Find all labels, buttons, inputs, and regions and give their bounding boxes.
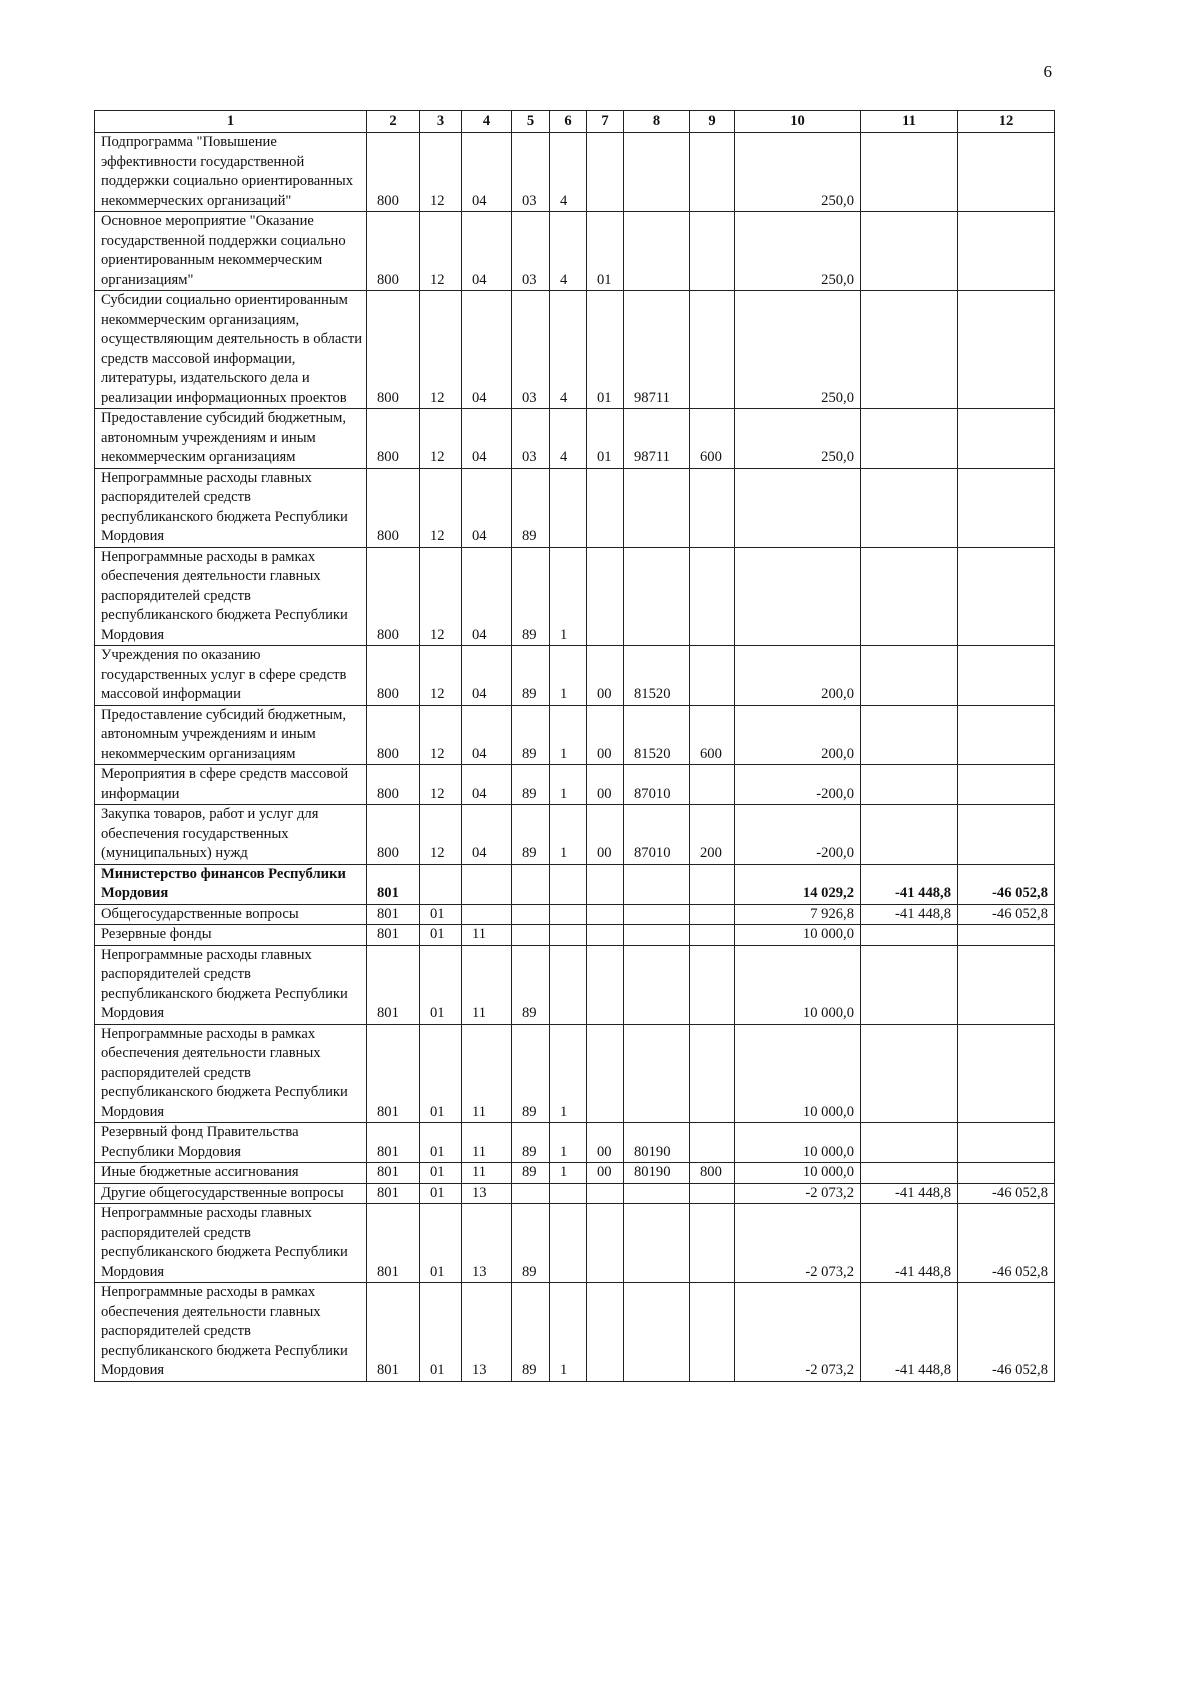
expense-name-cell: Закупка товаров, работ и услуг для обеспечения государственных (муниципальных) нужд [95, 805, 367, 865]
direction-code-cell [624, 1183, 690, 1204]
activity-code-cell: 00 [587, 1123, 624, 1163]
amount-year2-cell: -41 448,8 [861, 864, 958, 904]
expense-type-code-cell [690, 864, 735, 904]
subprogram-code-cell [550, 945, 587, 1024]
section-code-cell: 12 [420, 765, 462, 805]
direction-code-cell: 87010 [624, 805, 690, 865]
subprogram-code-cell [550, 904, 587, 925]
direction-code-cell: 81520 [624, 646, 690, 706]
amount-year3-cell [958, 133, 1055, 212]
activity-code-cell [587, 133, 624, 212]
expense-type-code-cell [690, 765, 735, 805]
subsection-code-cell: 13 [462, 1204, 512, 1283]
department-code-cell: 801 [367, 904, 420, 925]
expense-name-cell: Мероприятия в сфере средств массовой информации [95, 765, 367, 805]
amount-year2-cell [861, 547, 958, 646]
program-code-cell: 89 [512, 705, 550, 765]
expense-name-cell: Непрограммные расходы главных распорядителей средств республиканского бюджета Республики Мордовия [95, 1204, 367, 1283]
subsection-code-cell: 04 [462, 705, 512, 765]
table-row [95, 925, 1055, 946]
activity-code-cell [587, 1283, 624, 1382]
activity-code-cell [587, 547, 624, 646]
department-code-cell: 800 [367, 291, 420, 409]
expense-name-cell: Непрограммные расходы главных распорядителей средств республиканского бюджета Республики Мордовия [95, 945, 367, 1024]
amount-year3-cell: -46 052,8 [958, 1283, 1055, 1382]
amount-year2-cell [861, 212, 958, 291]
amount-year3-cell: -46 052,8 [958, 1183, 1055, 1204]
subprogram-code-cell [550, 1204, 587, 1283]
amount-year1-cell: 250,0 [735, 133, 861, 212]
column-header: 12 [958, 111, 1055, 133]
subsection-code-cell: 04 [462, 468, 512, 547]
program-code-cell: 89 [512, 1283, 550, 1382]
amount-year1-cell: 200,0 [735, 705, 861, 765]
direction-code-cell: 81520 [624, 705, 690, 765]
subprogram-code-cell [550, 925, 587, 946]
direction-code-cell: 98711 [624, 409, 690, 469]
column-header: 4 [462, 111, 512, 133]
department-code-cell: 801 [367, 925, 420, 946]
direction-code-cell [624, 468, 690, 547]
direction-code-cell [624, 864, 690, 904]
subprogram-code-cell: 1 [550, 547, 587, 646]
amount-year1-cell: 200,0 [735, 646, 861, 706]
section-code-cell: 12 [420, 409, 462, 469]
amount-year2-cell [861, 925, 958, 946]
expense-type-code-cell [690, 646, 735, 706]
table-row [95, 864, 1055, 904]
amount-year1-cell: -2 073,2 [735, 1283, 861, 1382]
table-body [95, 133, 1055, 1382]
subsection-code-cell: 11 [462, 1163, 512, 1184]
amount-year3-cell [958, 468, 1055, 547]
activity-code-cell: 00 [587, 1163, 624, 1184]
amount-year1-cell: -2 073,2 [735, 1204, 861, 1283]
section-code-cell: 12 [420, 291, 462, 409]
section-code-cell: 01 [420, 925, 462, 946]
subprogram-code-cell: 1 [550, 765, 587, 805]
amount-year3-cell [958, 805, 1055, 865]
column-header: 1 [95, 111, 367, 133]
department-code-cell: 800 [367, 133, 420, 212]
subsection-code-cell: 04 [462, 805, 512, 865]
expense-type-code-cell [690, 1204, 735, 1283]
activity-code-cell: 00 [587, 646, 624, 706]
subprogram-code-cell: 4 [550, 291, 587, 409]
amount-year3-cell [958, 1123, 1055, 1163]
program-code-cell [512, 925, 550, 946]
amount-year1-cell [735, 547, 861, 646]
expense-type-code-cell: 600 [690, 409, 735, 469]
section-code-cell: 12 [420, 805, 462, 865]
expense-type-code-cell [690, 925, 735, 946]
amount-year2-cell [861, 133, 958, 212]
direction-code-cell [624, 212, 690, 291]
direction-code-cell: 80190 [624, 1123, 690, 1163]
activity-code-cell: 00 [587, 765, 624, 805]
expense-name-cell: Непрограммные расходы в рамках обеспечения деятельности главных распорядителей средств республиканского бюджета Республики Мордовия [95, 547, 367, 646]
section-code-cell: 01 [420, 904, 462, 925]
table-row [95, 705, 1055, 765]
expense-type-code-cell [690, 133, 735, 212]
subprogram-code-cell: 1 [550, 1283, 587, 1382]
expense-type-code-cell: 200 [690, 805, 735, 865]
amount-year3-cell [958, 925, 1055, 946]
program-code-cell: 89 [512, 1163, 550, 1184]
amount-year3-cell: -46 052,8 [958, 904, 1055, 925]
amount-year2-cell [861, 1163, 958, 1184]
activity-code-cell: 01 [587, 212, 624, 291]
amount-year3-cell [958, 291, 1055, 409]
department-code-cell: 800 [367, 765, 420, 805]
amount-year2-cell [861, 705, 958, 765]
column-header: 5 [512, 111, 550, 133]
subsection-code-cell: 04 [462, 765, 512, 805]
section-code-cell: 12 [420, 133, 462, 212]
expense-type-code-cell [690, 1283, 735, 1382]
expense-name-cell: Иные бюджетные ассигнования [95, 1163, 367, 1184]
table-row [95, 133, 1055, 212]
department-code-cell: 800 [367, 468, 420, 547]
program-code-cell: 89 [512, 1204, 550, 1283]
expense-type-code-cell [690, 547, 735, 646]
expense-name-cell: Подпрограмма "Повышение эффективности государственной поддержки социально ориентированных некоммерческих организаций" [95, 133, 367, 212]
amount-year1-cell: 250,0 [735, 409, 861, 469]
amount-year1-cell: 10 000,0 [735, 925, 861, 946]
amount-year3-cell: -46 052,8 [958, 864, 1055, 904]
amount-year2-cell [861, 1123, 958, 1163]
table-row [95, 646, 1055, 706]
activity-code-cell [587, 925, 624, 946]
section-code-cell: 01 [420, 1024, 462, 1123]
subsection-code-cell: 04 [462, 409, 512, 469]
program-code-cell: 03 [512, 291, 550, 409]
direction-code-cell [624, 1024, 690, 1123]
section-code-cell: 12 [420, 646, 462, 706]
program-code-cell: 03 [512, 133, 550, 212]
department-code-cell: 800 [367, 409, 420, 469]
expense-type-code-cell [690, 1024, 735, 1123]
program-code-cell: 89 [512, 945, 550, 1024]
amount-year3-cell [958, 212, 1055, 291]
direction-code-cell [624, 904, 690, 925]
expense-name-cell: Непрограммные расходы в рамках обеспечения деятельности главных распорядителей средств республиканского бюджета Республики Мордовия [95, 1283, 367, 1382]
activity-code-cell: 01 [587, 291, 624, 409]
amount-year1-cell: 250,0 [735, 291, 861, 409]
department-code-cell: 800 [367, 212, 420, 291]
subsection-code-cell: 04 [462, 547, 512, 646]
subprogram-code-cell [550, 468, 587, 547]
column-header: 9 [690, 111, 735, 133]
direction-code-cell: 80190 [624, 1163, 690, 1184]
budget-table [94, 110, 1055, 1382]
department-code-cell: 800 [367, 547, 420, 646]
program-code-cell [512, 864, 550, 904]
subprogram-code-cell [550, 1183, 587, 1204]
program-code-cell: 89 [512, 547, 550, 646]
table-row [95, 805, 1055, 865]
amount-year3-cell [958, 705, 1055, 765]
table-row [95, 212, 1055, 291]
activity-code-cell: 00 [587, 805, 624, 865]
subsection-code-cell: 13 [462, 1183, 512, 1204]
amount-year2-cell [861, 291, 958, 409]
section-code-cell: 01 [420, 1283, 462, 1382]
subsection-code-cell: 04 [462, 291, 512, 409]
table-row [95, 1183, 1055, 1204]
direction-code-cell: 98711 [624, 291, 690, 409]
table-row [95, 1204, 1055, 1283]
amount-year3-cell [958, 765, 1055, 805]
activity-code-cell [587, 1024, 624, 1123]
program-code-cell: 03 [512, 212, 550, 291]
expense-type-code-cell [690, 1123, 735, 1163]
amount-year3-cell [958, 1024, 1055, 1123]
department-code-cell: 801 [367, 945, 420, 1024]
department-code-cell: 801 [367, 1123, 420, 1163]
expense-name-cell: Общегосударственные вопросы [95, 904, 367, 925]
subprogram-code-cell: 1 [550, 1123, 587, 1163]
amount-year1-cell: 7 926,8 [735, 904, 861, 925]
subsection-code-cell: 11 [462, 1024, 512, 1123]
department-code-cell: 801 [367, 1183, 420, 1204]
program-code-cell [512, 904, 550, 925]
expense-name-cell: Учреждения по оказанию государственных услуг в сфере средств массовой информации [95, 646, 367, 706]
expense-name-cell: Предоставление субсидий бюджетным, автономным учреждениям и иным некоммерческим организациям [95, 705, 367, 765]
section-code-cell: 01 [420, 945, 462, 1024]
amount-year2-cell: -41 448,8 [861, 1183, 958, 1204]
table-row [95, 291, 1055, 409]
subprogram-code-cell: 1 [550, 646, 587, 706]
expense-name-cell: Субсидии социально ориентированным некоммерческим организациям, осуществляющим деятельность в области средств массовой информации, литературы, издательского дела и реализации информационных проектов [95, 291, 367, 409]
expense-type-code-cell [690, 904, 735, 925]
table-row [95, 904, 1055, 925]
expense-type-code-cell: 800 [690, 1163, 735, 1184]
amount-year2-cell [861, 409, 958, 469]
subprogram-code-cell: 4 [550, 133, 587, 212]
amount-year1-cell: -200,0 [735, 765, 861, 805]
program-code-cell: 89 [512, 646, 550, 706]
subprogram-code-cell: 1 [550, 805, 587, 865]
direction-code-cell [624, 1204, 690, 1283]
table-row [95, 765, 1055, 805]
activity-code-cell [587, 945, 624, 1024]
table-row [95, 1024, 1055, 1123]
amount-year3-cell [958, 945, 1055, 1024]
column-header: 2 [367, 111, 420, 133]
direction-code-cell [624, 133, 690, 212]
department-code-cell: 801 [367, 1163, 420, 1184]
table-row [95, 1163, 1055, 1184]
expense-type-code-cell [690, 468, 735, 547]
amount-year3-cell [958, 409, 1055, 469]
table-row [95, 945, 1055, 1024]
section-code-cell: 01 [420, 1123, 462, 1163]
department-code-cell: 801 [367, 864, 420, 904]
expense-name-cell: Непрограммные расходы в рамках обеспечения деятельности главных распорядителей средств республиканского бюджета Республики Мордовия [95, 1024, 367, 1123]
amount-year3-cell [958, 547, 1055, 646]
amount-year2-cell: -41 448,8 [861, 1204, 958, 1283]
expense-type-code-cell [690, 291, 735, 409]
expense-type-code-cell [690, 945, 735, 1024]
table-row [95, 468, 1055, 547]
subsection-code-cell: 11 [462, 1123, 512, 1163]
amount-year3-cell [958, 646, 1055, 706]
expense-name-cell: Основное мероприятие "Оказание государственной поддержки социально ориентированным некоммерческим организациям" [95, 212, 367, 291]
subsection-code-cell: 11 [462, 945, 512, 1024]
program-code-cell: 89 [512, 1024, 550, 1123]
program-code-cell: 89 [512, 805, 550, 865]
subsection-code-cell: 04 [462, 646, 512, 706]
department-code-cell: 800 [367, 805, 420, 865]
direction-code-cell: 87010 [624, 765, 690, 805]
column-header: 6 [550, 111, 587, 133]
section-code-cell: 12 [420, 468, 462, 547]
amount-year1-cell: -200,0 [735, 805, 861, 865]
amount-year2-cell [861, 1024, 958, 1123]
section-code-cell [420, 864, 462, 904]
subprogram-code-cell: 4 [550, 212, 587, 291]
section-code-cell: 01 [420, 1204, 462, 1283]
subprogram-code-cell: 1 [550, 1163, 587, 1184]
subprogram-code-cell: 1 [550, 1024, 587, 1123]
direction-code-cell [624, 925, 690, 946]
amount-year2-cell [861, 646, 958, 706]
expense-type-code-cell [690, 1183, 735, 1204]
amount-year2-cell: -41 448,8 [861, 1283, 958, 1382]
column-header: 10 [735, 111, 861, 133]
table-row [95, 1283, 1055, 1382]
subprogram-code-cell: 1 [550, 705, 587, 765]
department-code-cell: 800 [367, 705, 420, 765]
program-code-cell: 89 [512, 765, 550, 805]
subsection-code-cell: 11 [462, 925, 512, 946]
section-code-cell: 12 [420, 212, 462, 291]
program-code-cell: 89 [512, 1123, 550, 1163]
section-code-cell: 12 [420, 705, 462, 765]
amount-year1-cell: -2 073,2 [735, 1183, 861, 1204]
column-header: 7 [587, 111, 624, 133]
amount-year1-cell: 10 000,0 [735, 1123, 861, 1163]
amount-year3-cell [958, 1163, 1055, 1184]
expense-name-cell: Резервные фонды [95, 925, 367, 946]
expense-name-cell: Министерство финансов Республики Мордовия [95, 864, 367, 904]
amount-year1-cell: 10 000,0 [735, 1163, 861, 1184]
table-row [95, 547, 1055, 646]
activity-code-cell [587, 904, 624, 925]
table-row [95, 409, 1055, 469]
section-code-cell: 01 [420, 1163, 462, 1184]
department-code-cell: 801 [367, 1283, 420, 1382]
section-code-cell: 12 [420, 547, 462, 646]
table-header-row [95, 111, 1055, 133]
amount-year2-cell [861, 805, 958, 865]
activity-code-cell: 01 [587, 409, 624, 469]
expense-name-cell: Резервный фонд Правительства Республики Мордовия [95, 1123, 367, 1163]
column-header: 3 [420, 111, 462, 133]
table-row [95, 1123, 1055, 1163]
amount-year2-cell [861, 468, 958, 547]
department-code-cell: 801 [367, 1204, 420, 1283]
expense-name-cell: Непрограммные расходы главных распорядителей средств республиканского бюджета Республики Мордовия [95, 468, 367, 547]
subsection-code-cell: 04 [462, 133, 512, 212]
amount-year1-cell: 10 000,0 [735, 1024, 861, 1123]
amount-year1-cell: 14 029,2 [735, 864, 861, 904]
page-number: 6 [1043, 62, 1052, 81]
column-header: 11 [861, 111, 958, 133]
department-code-cell: 800 [367, 646, 420, 706]
direction-code-cell [624, 945, 690, 1024]
direction-code-cell [624, 547, 690, 646]
expense-name-cell: Другие общегосударственные вопросы [95, 1183, 367, 1204]
amount-year1-cell: 10 000,0 [735, 945, 861, 1024]
program-code-cell: 89 [512, 468, 550, 547]
amount-year2-cell: -41 448,8 [861, 904, 958, 925]
subprogram-code-cell: 4 [550, 409, 587, 469]
amount-year2-cell [861, 945, 958, 1024]
subsection-code-cell [462, 904, 512, 925]
activity-code-cell [587, 1204, 624, 1283]
subsection-code-cell: 13 [462, 1283, 512, 1382]
amount-year2-cell [861, 765, 958, 805]
amount-year1-cell: 250,0 [735, 212, 861, 291]
program-code-cell: 03 [512, 409, 550, 469]
amount-year3-cell: -46 052,8 [958, 1204, 1055, 1283]
subsection-code-cell [462, 864, 512, 904]
column-header: 8 [624, 111, 690, 133]
section-code-cell: 01 [420, 1183, 462, 1204]
subprogram-code-cell [550, 864, 587, 904]
expense-type-code-cell [690, 212, 735, 291]
expense-type-code-cell: 600 [690, 705, 735, 765]
amount-year1-cell [735, 468, 861, 547]
activity-code-cell [587, 1183, 624, 1204]
expense-name-cell: Предоставление субсидий бюджетным, автономным учреждениям и иным некоммерческим организациям [95, 409, 367, 469]
activity-code-cell: 00 [587, 705, 624, 765]
program-code-cell [512, 1183, 550, 1204]
direction-code-cell [624, 1283, 690, 1382]
subsection-code-cell: 04 [462, 212, 512, 291]
activity-code-cell [587, 468, 624, 547]
department-code-cell: 801 [367, 1024, 420, 1123]
activity-code-cell [587, 864, 624, 904]
